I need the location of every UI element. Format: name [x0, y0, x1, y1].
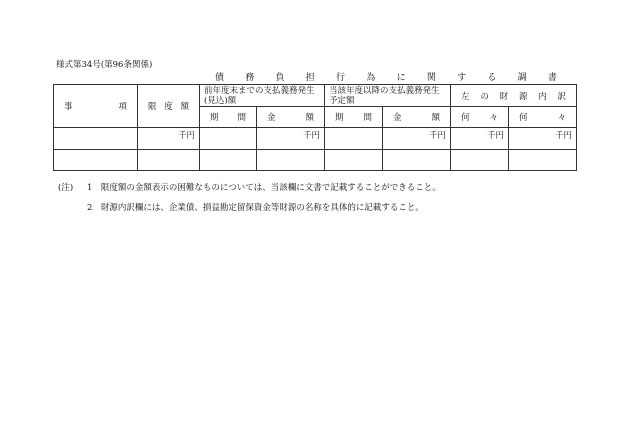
- header-source-1: 何 々: [451, 107, 509, 128]
- header-limit-amount: 限 度 額: [138, 85, 200, 128]
- header-source-2: 何 々: [509, 107, 577, 128]
- header-prior-amount: 金 額: [257, 107, 325, 128]
- header-prior-payments: 前年度末までの支払義務発生(見込)額: [200, 85, 325, 107]
- header-future-amount: 金 額: [383, 107, 451, 128]
- debt-burden-table: [53, 84, 577, 171]
- form-number-label: 様式第34号(第96条関係): [56, 60, 153, 70]
- cell-matter: [54, 128, 138, 150]
- cell-empty: [54, 150, 138, 171]
- cell-empty: [451, 150, 509, 171]
- cell-empty: [383, 150, 451, 171]
- cell-source-2-unit: 千円: [509, 128, 577, 150]
- cell-future-period: [325, 128, 383, 150]
- cell-source-1-unit: 千円: [451, 128, 509, 150]
- cell-empty: [200, 150, 257, 171]
- header-future-payments: 当該年度以降の支払義務発生予定額: [325, 85, 451, 107]
- header-matter: 事 項: [54, 85, 138, 128]
- cell-prior-amount-unit: 千円: [257, 128, 325, 150]
- header-future-period: 期 間: [325, 107, 383, 128]
- note-item: 1 限度額の金額表示の困難なものについては、当該欄に文書で記載することができること。: [87, 183, 441, 193]
- cell-empty: [325, 150, 383, 171]
- cell-empty: [138, 150, 200, 171]
- note-item: 2 財源内訳欄には、企業債、損益勘定留保資金等財源の名称を具体的に記載すること。: [87, 203, 424, 213]
- header-funding-breakdown: 左 の 財 源 内 訳: [451, 85, 577, 107]
- header-prior-period: 期 間: [200, 107, 257, 128]
- cell-prior-period: [200, 128, 257, 150]
- cell-empty: [257, 150, 325, 171]
- document-title: 債 務 負 担 行 為 に 関 す る 調 書: [215, 73, 567, 83]
- cell-limit-unit: 千円: [138, 128, 200, 150]
- cell-empty: [509, 150, 577, 171]
- cell-future-amount-unit: 千円: [383, 128, 451, 150]
- notes-prefix: (注): [58, 183, 74, 193]
